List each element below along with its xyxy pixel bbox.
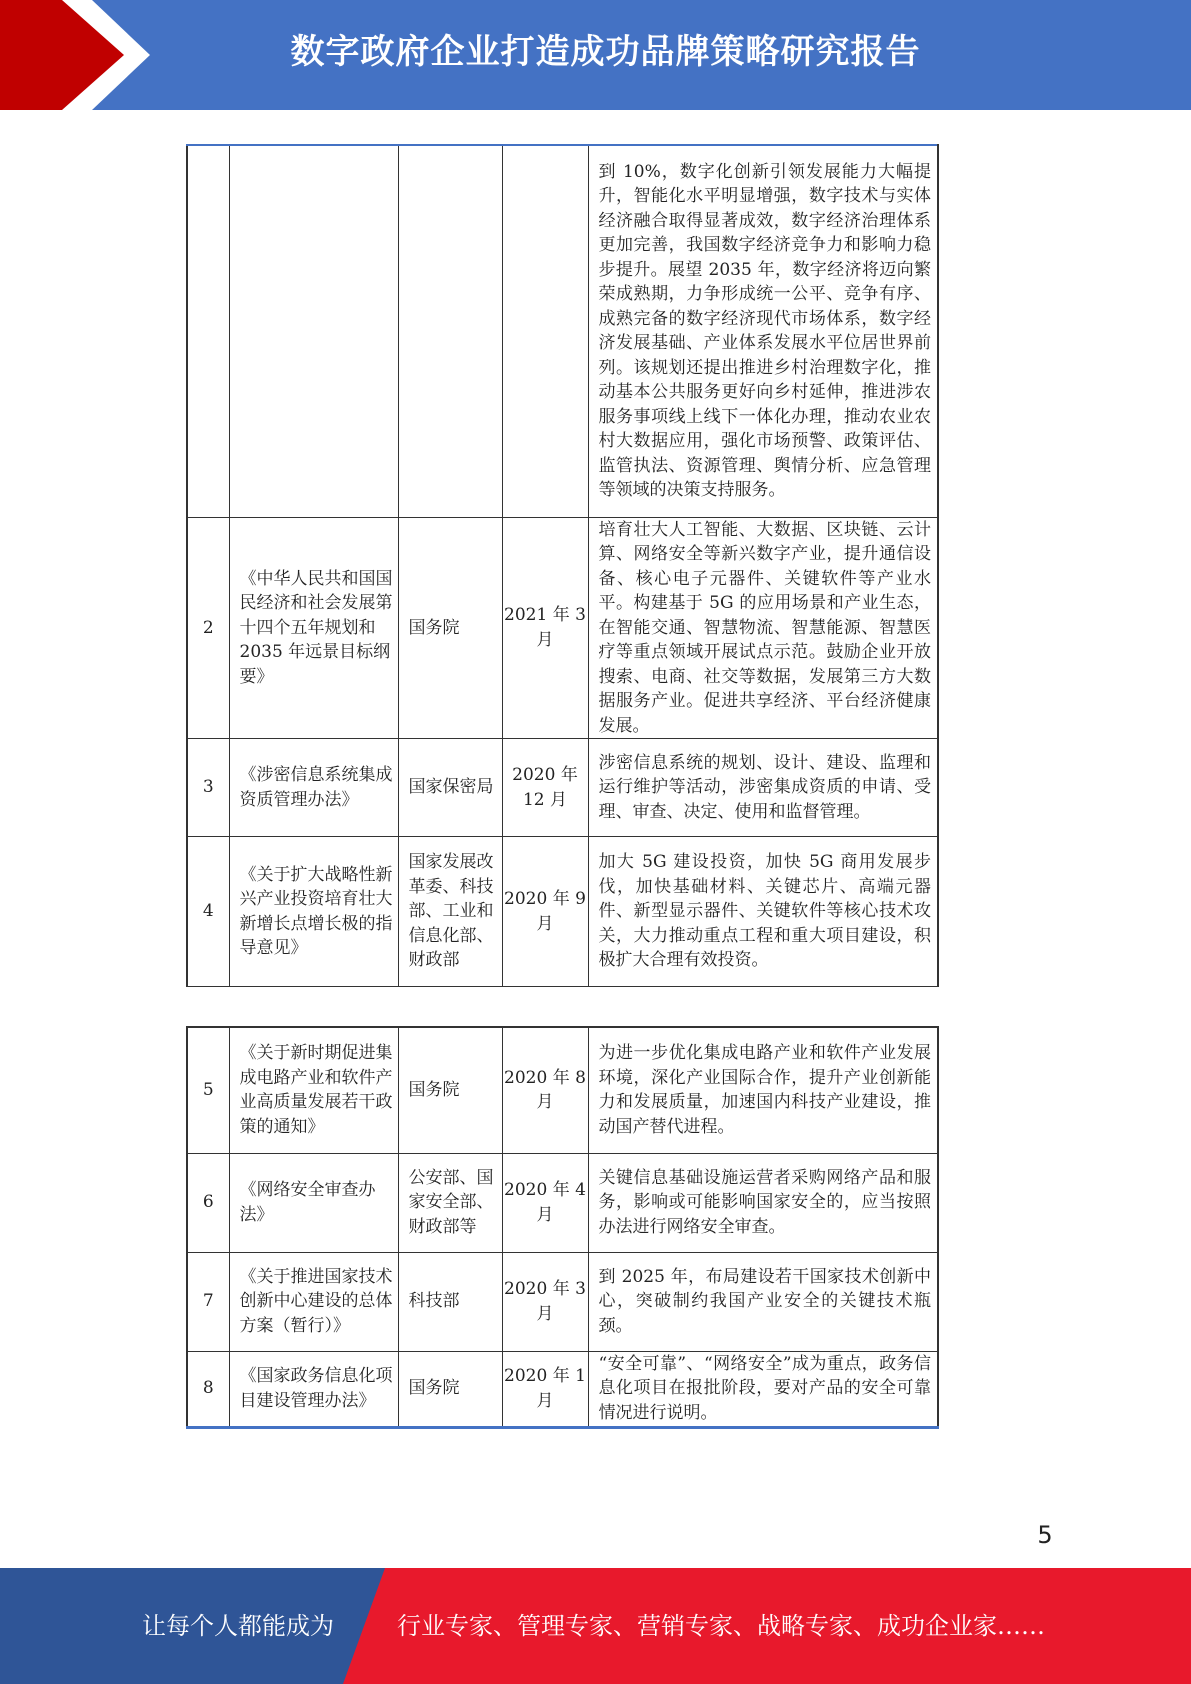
content-cell: 培育壮大人工智能、大数据、区块链、云计算、网络安全等新兴数字产业，提升通信设备、核心电子元器件、关键软件等产业水平。构建基于 5G 的应用场景和产业生态，在智能交通、智慧物流、智慧能源、智慧医疗等重点领域开展试点示范。鼓励企业开放搜索、电商、社交等数据，发展第三方大数据服务产业。促进共享经济、平台经济健康发展。 — [588, 517, 938, 739]
content-cell: “安全可靠”、“网络安全”成为重点，政务信息化项目在报批阶段，要对产品的安全可靠情况进行说明。 — [588, 1351, 938, 1427]
date-cell: 2020 年 1 月 — [502, 1351, 588, 1427]
issuer-cell: 国务院 — [398, 1027, 502, 1153]
row-number-cell — [187, 145, 229, 517]
policy-name-cell — [229, 145, 398, 517]
date-cell: 2020 年 9 月 — [502, 837, 588, 987]
issuer-cell: 国务院 — [398, 1351, 502, 1427]
row-number-cell: 8 — [187, 1351, 229, 1427]
date-cell — [502, 145, 588, 517]
row-number-cell: 2 — [187, 517, 229, 739]
page-number: 5 — [1037, 1521, 1053, 1549]
policy-name-cell: 《国家政务信息化项目建设管理办法》 — [229, 1351, 398, 1427]
table-row — [187, 739, 938, 837]
table-row — [187, 1153, 938, 1252]
row-number-cell: 4 — [187, 837, 229, 987]
date-cell: 2020 年 12 月 — [502, 739, 588, 837]
policy-table-part-1 — [186, 144, 939, 987]
issuer-cell: 国家发展改革委、科技部、工业和信息化部、财政部 — [398, 837, 502, 987]
row-number-cell: 5 — [187, 1027, 229, 1153]
row-number-cell: 3 — [187, 739, 229, 837]
issuer-cell: 国家保密局 — [398, 739, 502, 837]
footer-banner — [0, 1568, 1191, 1684]
policy-table-part-2 — [186, 1026, 939, 1429]
table-row — [187, 517, 938, 739]
table-row — [187, 837, 938, 987]
policy-name-cell: 《中华人民共和国国民经济和社会发展第十四个五年规划和 2035 年远景目标纲要》 — [229, 517, 398, 739]
footer-slogan-left: 让每个人都能成为 — [142, 1612, 334, 1640]
date-cell: 2021 年 3 月 — [502, 517, 588, 739]
policy-name-cell: 《关于推进国家技术创新中心建设的总体方案（暂行）》 — [229, 1252, 398, 1351]
policy-name-cell: 《涉密信息系统集成资质管理办法》 — [229, 739, 398, 837]
issuer-cell — [398, 145, 502, 517]
policy-name-cell: 《关于新时期促进集成电路产业和软件产业高质量发展若干政策的通知》 — [229, 1027, 398, 1153]
date-cell: 2020 年 4 月 — [502, 1153, 588, 1252]
content-cell: 加大 5G 建设投资，加快 5G 商用发展步伐，加快基础材料、关键芯片、高端元器件、新型显示器件、关键软件等核心技术攻关，大力推动重点工程和重大项目建设，积极扩大合理有效投资。 — [588, 837, 938, 987]
policy-name-cell: 《关于扩大战略性新兴产业投资培育壮大新增长点增长极的指导意见》 — [229, 837, 398, 987]
content-cell: 为进一步优化集成电路产业和软件产业发展环境，深化产业国际合作，提升产业创新能力和发展质量，加速国内科技产业建设，推动国产替代进程。 — [588, 1027, 938, 1153]
row-number-cell: 6 — [187, 1153, 229, 1252]
footer-slogan-right: 行业专家、管理专家、营销专家、战略专家、成功企业家…… — [397, 1612, 1045, 1640]
date-cell: 2020 年 8 月 — [502, 1027, 588, 1153]
content-cell: 关键信息基础设施运营者采购网络产品和服务，影响或可能影响国家安全的，应当按照办法进行网络安全审查。 — [588, 1153, 938, 1252]
date-cell: 2020 年 3 月 — [502, 1252, 588, 1351]
table-row — [187, 1351, 938, 1427]
row-number-cell: 7 — [187, 1252, 229, 1351]
table-row — [187, 1027, 938, 1153]
policy-name-cell: 《网络安全审查办法》 — [229, 1153, 398, 1252]
issuer-cell: 公安部、国家安全部、财政部等 — [398, 1153, 502, 1252]
content-cell: 到 2025 年，布局建设若干国家技术创新中心，突破制约我国产业安全的关键技术瓶颈。 — [588, 1252, 938, 1351]
content-cell: 涉密信息系统的规划、设计、建设、监理和运行维护等活动，涉密集成资质的申请、受理、审查、决定、使用和监督管理。 — [588, 739, 938, 837]
header-banner — [0, 0, 1191, 110]
content-cell: 到 10%，数字化创新引领发展能力大幅提升，智能化水平明显增强，数字技术与实体经济融合取得显著成效，数字经济治理体系更加完善，我国数字经济竞争力和影响力稳步提升。展望 2035 年，数字经济将迈向繁荣成熟期，力争形成统一公平、竞争有序、成熟完备的数字经济现代市场体系，数字经济发展基础、产业体系发展水平位居世界前列。该规划还提出推进乡村治理数字化，推动基本公共服务更好向乡村延伸，推进涉农服务事项线上线下一体化办理，推动农业农村大数据应用，强化市场预警、政策评估、监管执法、资源管理、舆情分析、应急管理等领域的决策支持服务。 — [588, 145, 938, 517]
issuer-cell: 科技部 — [398, 1252, 502, 1351]
page-title: 数字政府企业打造成功品牌策略研究报告 — [290, 32, 921, 72]
table-row — [187, 1252, 938, 1351]
issuer-cell: 国务院 — [398, 517, 502, 739]
table-row — [187, 145, 938, 517]
